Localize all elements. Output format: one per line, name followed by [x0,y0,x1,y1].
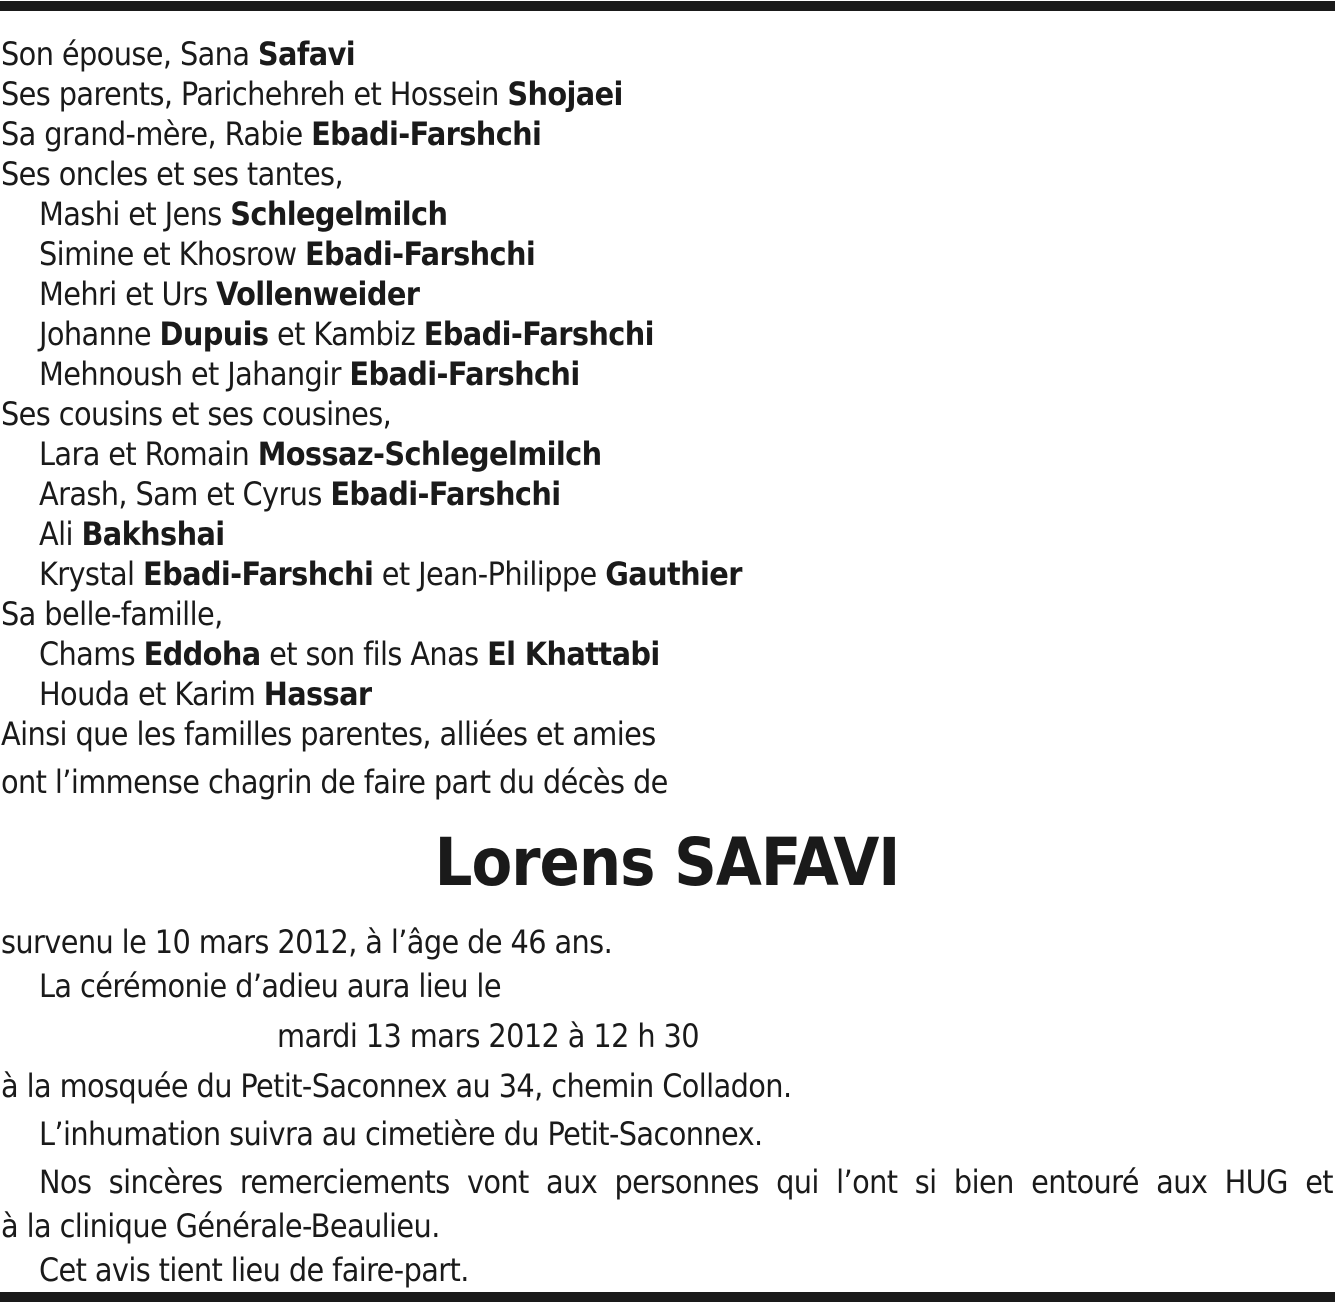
family-line-uncle-aunt: Mehri et Urs Vollenweider [39,275,420,313]
closing-note: Cet avis tient lieu de faire-part. [39,1251,469,1289]
family-line-grandmother: Sa grand-mère, Rabie Ebadi-Farshchi [1,115,542,153]
family-heading-cousins: Ses cousins et ses cousines, [1,395,392,433]
family-line-in-law: Chams Eddoha et son fils Anas El Khattabi [39,635,660,673]
burial-details: L’inhumation suivra au cimetière du Petit-Saconnex. [39,1115,763,1153]
ceremony-location: à la mosquée du Petit-Saconnex au 34, chemin Colladon. [1,1067,792,1105]
family-heading-in-laws: Sa belle-famille, [1,595,223,633]
family-line-cousin: Arash, Sam et Cyrus Ebadi-Farshchi [39,475,561,513]
deceased-name: Lorens SAFAVI [434,824,900,901]
ceremony-intro: La cérémonie d’adieu aura lieu le [39,967,501,1005]
family-line-uncle-aunt: Simine et Khosrow Ebadi-Farshchi [39,235,536,273]
obituary-notice [1,34,1333,1294]
family-line-relatives: Ainsi que les familles parentes, alliées et amies [1,715,656,753]
bottom-border-rule [0,1292,1335,1302]
family-line-in-law: Houda et Karim Hassar [39,675,372,713]
family-line-uncle-aunt: Mehnoush et Jahangir Ebadi-Farshchi [39,355,580,393]
announcement-line: ont l’immense chagrin de faire part du décès de [1,763,668,801]
top-border-rule [0,1,1335,11]
thanks-line-2: à la clinique Générale-Beaulieu. [1,1207,440,1245]
death-details: survenu le 10 mars 2012, à l’âge de 46 ans. [1,923,613,961]
family-line-cousin: Lara et Romain Mossaz-Schlegelmilch [39,435,602,473]
family-line-cousin: Ali Bakhshai [39,515,225,553]
family-heading-uncles-aunts: Ses oncles et ses tantes, [1,155,344,193]
family-line-parents: Ses parents, Parichehreh et Hossein Shojaei [1,75,623,113]
family-line-spouse: Son épouse, Sana Safavi [1,35,356,73]
family-line-uncle-aunt: Johanne Dupuis et Kambiz Ebadi-Farshchi [39,315,654,353]
thanks-line-1: Nos sincères remerciements vont aux personnes qui l’ont si bien entouré aux HUG et [39,1163,1333,1201]
ceremony-date: mardi 13 mars 2012 à 12 h 30 [277,1017,699,1055]
family-line-uncle-aunt: Mashi et Jens Schlegelmilch [39,195,448,233]
family-line-cousin: Krystal Ebadi-Farshchi et Jean-Philippe Gauthier [39,555,742,593]
